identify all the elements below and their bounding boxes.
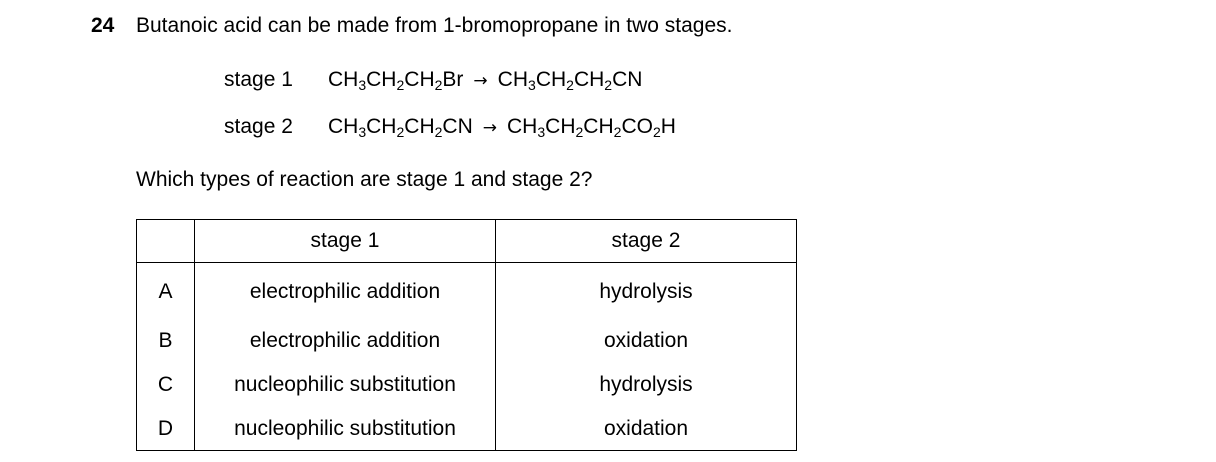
stage-2-product <box>507 115 676 138</box>
formula-group: H <box>660 115 676 138</box>
formula-group: CH <box>535 68 567 91</box>
formula-group: CH <box>328 115 359 138</box>
option-stage-1: nucleophilic substitution <box>195 407 496 451</box>
question-number: 24 <box>91 14 115 37</box>
option-stage-2: hydrolysis <box>496 363 797 407</box>
option-key: B <box>137 319 195 363</box>
stage-1-label: stage 1 <box>224 68 293 91</box>
option-key: D <box>137 407 195 451</box>
formula-group: CH <box>545 115 576 138</box>
formula-subscript: 3 <box>358 124 367 140</box>
option-stage-1: nucleophilic substitution <box>195 363 496 407</box>
stage-2-equation <box>224 115 676 139</box>
formula-group: CH <box>583 115 614 138</box>
stage-1-reactant <box>328 68 463 91</box>
answer-table <box>136 219 797 451</box>
option-stage-2: hydrolysis <box>496 263 797 320</box>
stage-1-equation <box>224 68 642 92</box>
table-row[interactable] <box>137 407 797 451</box>
formula-group: CH <box>366 115 397 138</box>
option-stage-1: electrophilic addition <box>195 263 496 320</box>
table-row[interactable] <box>137 363 797 407</box>
option-stage-1: electrophilic addition <box>195 319 496 363</box>
formula-subscript: 2 <box>652 124 661 140</box>
formula-group: CH <box>404 68 435 91</box>
formula-subscript: 2 <box>604 77 613 93</box>
option-key: A <box>137 263 195 320</box>
formula-subscript: 3 <box>358 77 367 93</box>
stage-2-label: stage 2 <box>224 115 293 138</box>
formula-group: CH <box>497 68 529 91</box>
formula-subscript: 2 <box>613 124 622 140</box>
option-key: C <box>137 363 195 407</box>
reaction-arrow-icon: → <box>482 118 498 138</box>
formula-group: CH <box>573 68 605 91</box>
reaction-arrow-icon: → <box>473 71 488 91</box>
formula-subscript: 3 <box>537 124 546 140</box>
formula-group: CH <box>366 68 397 91</box>
table-header-row <box>137 220 797 263</box>
header-stage-1: stage 1 <box>195 220 496 263</box>
formula-subscript: 3 <box>528 77 536 93</box>
option-stage-2: oxidation <box>496 319 797 363</box>
formula-group: CH <box>328 68 359 91</box>
table-row[interactable] <box>137 263 797 320</box>
question-text: Butanoic acid can be made from 1-bromopropane in two stages. <box>136 14 733 37</box>
question-prompt: Which types of reaction are stage 1 and stage 2? <box>136 168 593 191</box>
formula-subscript: 2 <box>434 77 443 93</box>
formula-group: CH <box>507 115 538 138</box>
header-key <box>137 220 195 263</box>
stage-1-product <box>498 68 643 91</box>
header-stage-2: stage 2 <box>496 220 797 263</box>
table-row[interactable] <box>137 319 797 363</box>
formula-subscript: 2 <box>396 77 405 93</box>
formula-group: CO <box>621 115 653 138</box>
option-stage-2: oxidation <box>496 407 797 451</box>
formula-subscript: 2 <box>396 124 405 140</box>
formula-group: CH <box>404 115 435 138</box>
stage-2-reactant <box>328 115 473 138</box>
formula-group: Br <box>442 68 464 91</box>
formula-group: CN <box>612 68 643 91</box>
formula-subscript: 2 <box>575 124 584 140</box>
formula-subscript: 2 <box>566 77 574 93</box>
formula-subscript: 2 <box>434 124 443 140</box>
formula-group: CN <box>442 115 473 138</box>
